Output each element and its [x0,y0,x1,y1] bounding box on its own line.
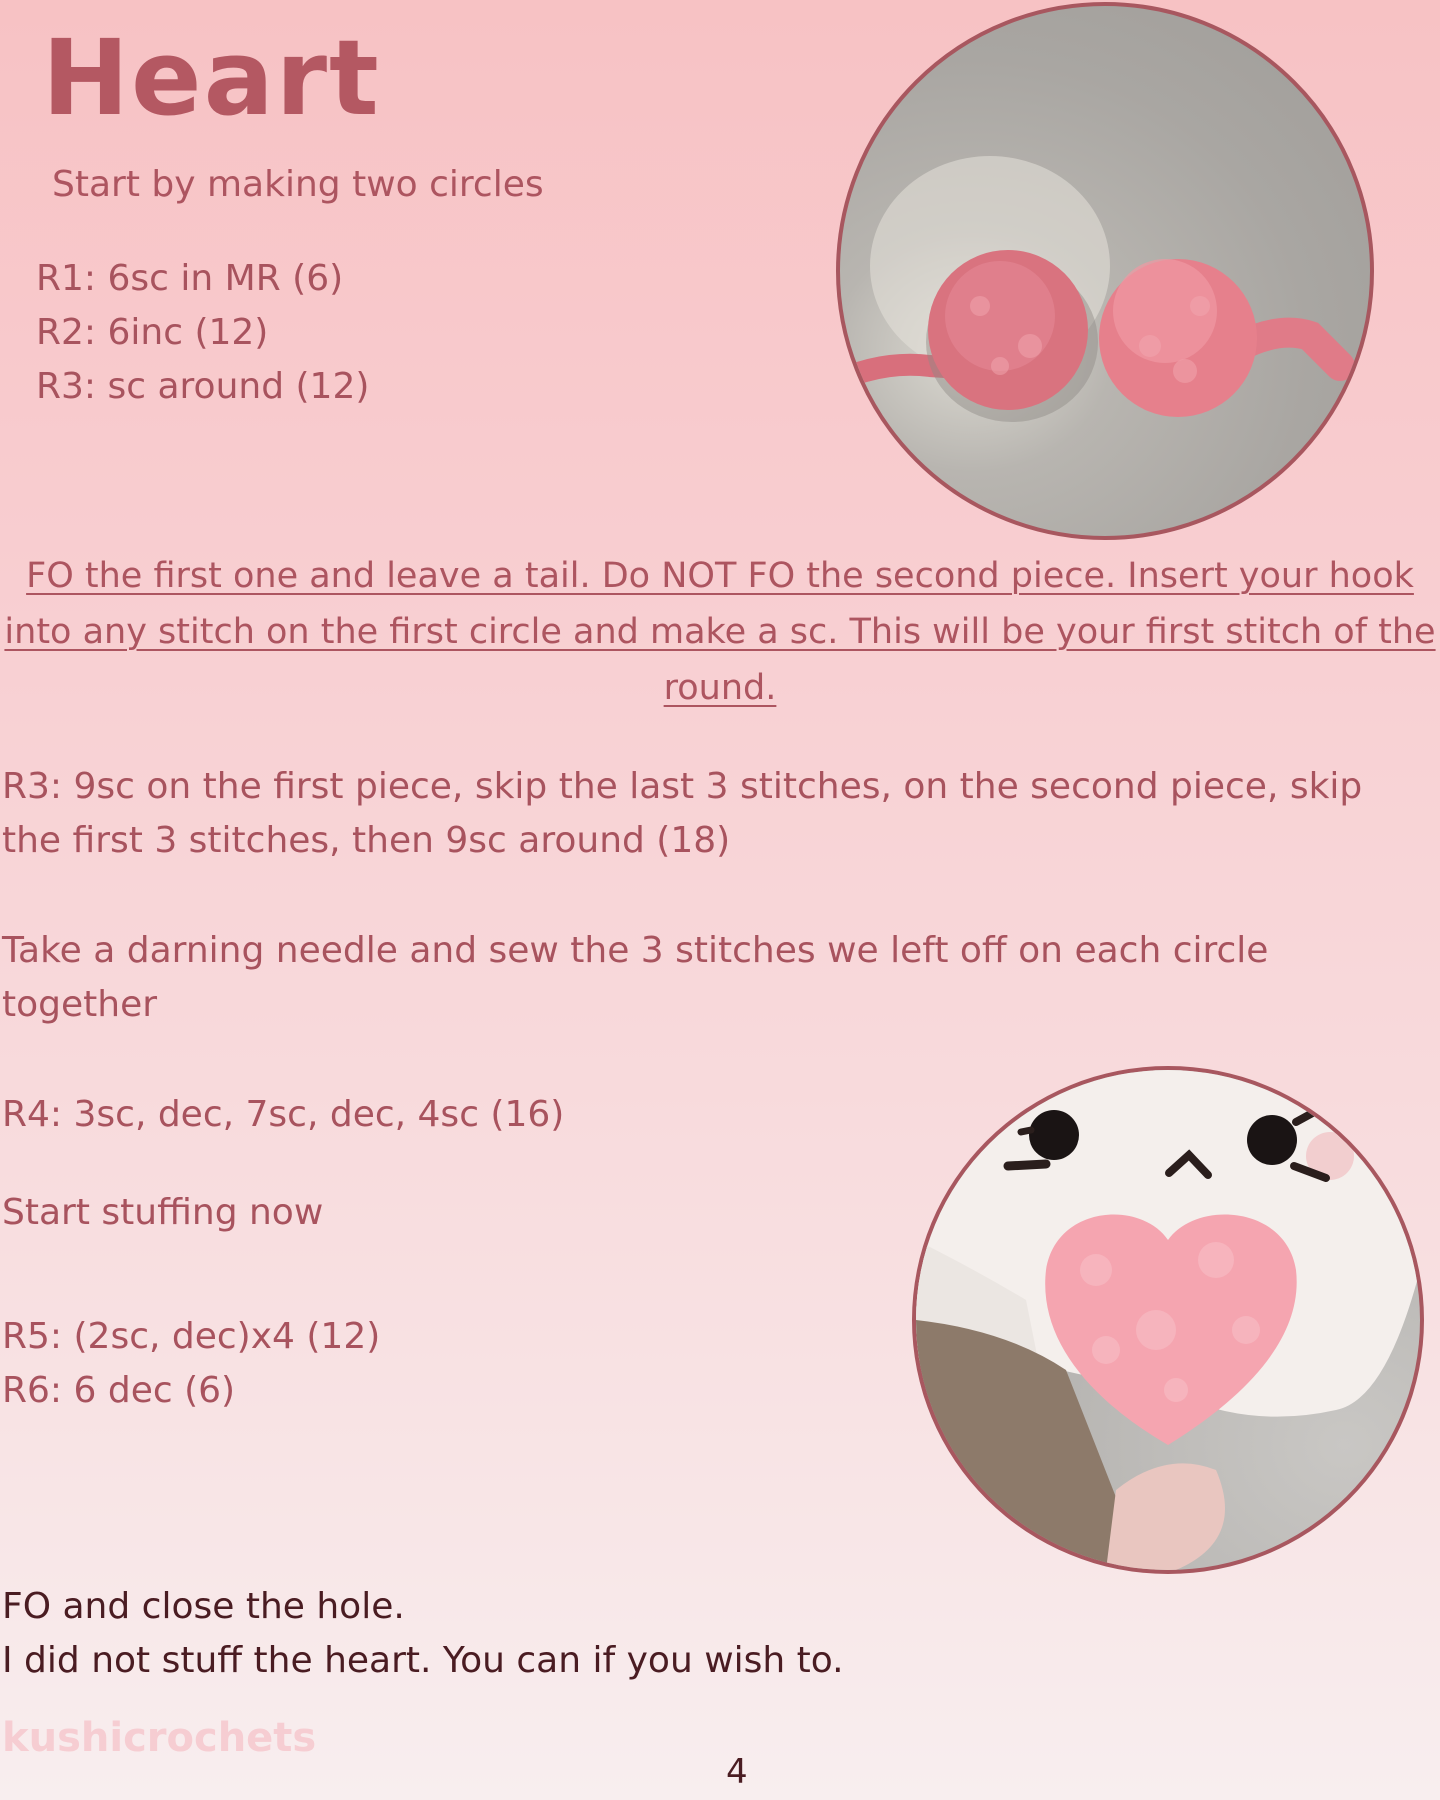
sew-instruction: Take a darning needle and sew the 3 stitches we left off on each circle together [2,930,1269,1025]
intro-rows [36,252,369,414]
page-title: Heart [42,17,381,139]
page-number: 4 [726,1752,748,1792]
row-r3: R3: sc around (12) [36,366,370,407]
row-r2: R2: 6inc (12) [36,312,269,353]
round-3-join: R3: 9sc on the first piece, skip the last 3 stitches, on the second piece, skip the first 3 stitches, then 9sc around (18) [2,766,1363,861]
row-r5: R5: (2sc, dec)x4 (12) [2,1316,381,1357]
row-r6: R6: 6 dec (6) [2,1370,236,1411]
highlighted-note: FO the first one and leave a tail. Do NOT FO the second piece. Insert your hook into any stitch on the first circle and make a sc. This will be your first stitch of the round. [4,556,1436,708]
watermark: kushicrochets [2,1715,317,1761]
photo-two-circles [836,2,1374,540]
crochet-circles-illustration [840,6,1370,536]
final-line-1: FO and close the hole. [2,1586,405,1627]
stuffing-note: Start stuffing now [2,1192,324,1233]
heart-on-plush-illustration [916,1070,1420,1570]
subtitle: Start by making two circles [52,164,544,205]
round-4: R4: 3sc, dec, 7sc, dec, 4sc (16) [2,1094,565,1135]
final-line-2: I did not stuff the heart. You can if you wish to. [2,1640,844,1681]
photo-finished-heart [912,1066,1424,1574]
final-instructions [2,1580,1422,1688]
row-r1: R1: 6sc in MR (6) [36,258,344,299]
